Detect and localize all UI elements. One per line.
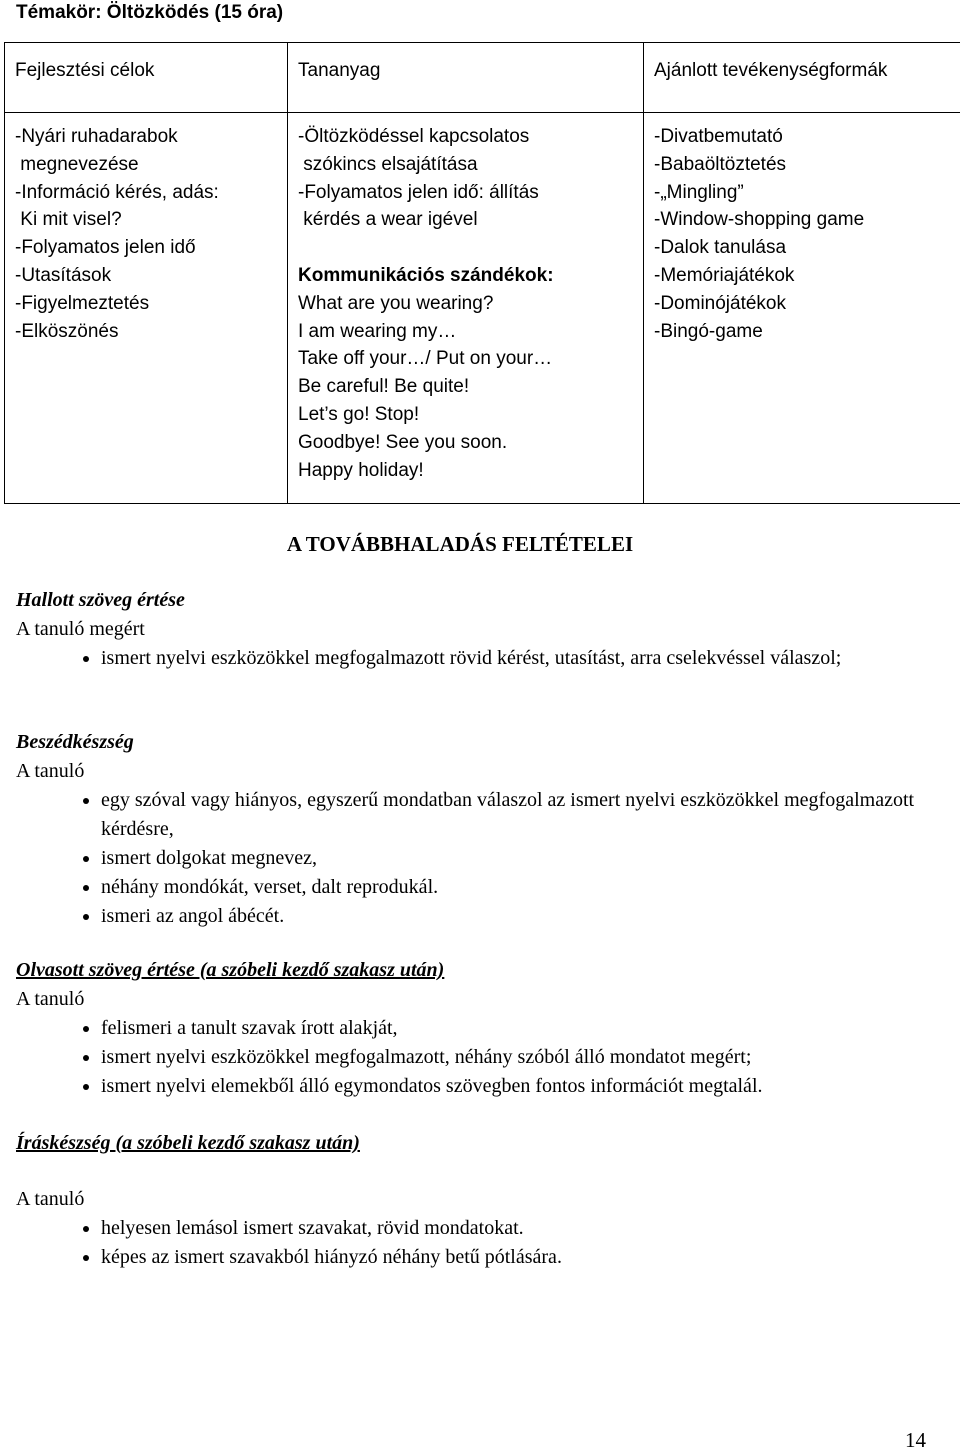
list-item: • ismert dolgokat megnevez, bbox=[101, 844, 916, 873]
goal-line: -Figyelmeztetés bbox=[15, 290, 277, 318]
list-item: • felismeri a tanult szavak írott alakját, bbox=[101, 1014, 916, 1043]
goal-line: Ki mit visel? bbox=[15, 206, 277, 234]
goal-line: -Információ kérés, adás: bbox=[15, 179, 277, 207]
section-intro: A tanuló bbox=[16, 985, 916, 1014]
section-intro: A tanuló bbox=[16, 1185, 916, 1214]
writing-section bbox=[16, 1129, 916, 1272]
section-title: Hallott szöveg értése bbox=[16, 586, 916, 615]
header-goals: Fejlesztési célok bbox=[5, 43, 288, 113]
table-row bbox=[5, 113, 960, 504]
material-line: Let’s go! Stop! bbox=[298, 401, 633, 429]
activity-line: -Window-shopping game bbox=[654, 206, 950, 234]
table-header-row bbox=[5, 43, 960, 113]
material-line: Take off your…/ Put on your… bbox=[298, 345, 633, 373]
section-title: Olvasott szöveg értése (a szóbeli kezdő szakasz után) bbox=[16, 956, 916, 985]
list-item: • képes az ismert szavakból hiányzó néhány betű pótlására. bbox=[101, 1243, 916, 1272]
material-line: -Öltözködéssel kapcsolatos bbox=[298, 123, 633, 151]
list-item: • ismeri az angol ábécét. bbox=[101, 902, 916, 931]
requirement-list bbox=[16, 644, 916, 673]
listening-section bbox=[16, 586, 916, 673]
activities-cell bbox=[644, 113, 960, 504]
goal-line: -Folyamatos jelen idő bbox=[15, 234, 277, 262]
page-number: 14 bbox=[905, 1428, 926, 1453]
goal-line: -Elköszönés bbox=[15, 318, 277, 346]
activity-line: -„Mingling” bbox=[654, 179, 950, 207]
communication-heading: Kommunikációs szándékok: bbox=[298, 262, 633, 290]
material-line: What are you wearing? bbox=[298, 290, 633, 318]
section-intro: A tanuló bbox=[16, 757, 916, 786]
reading-section bbox=[16, 956, 916, 1101]
section-intro: A tanuló megért bbox=[16, 615, 916, 644]
material-line: I am wearing my… bbox=[298, 318, 633, 346]
section-title: Íráskészség (a szóbeli kezdő szakasz után) bbox=[16, 1129, 916, 1158]
goal-line: megnevezése bbox=[15, 151, 277, 179]
list-item: • ismert nyelvi eszközökkel megfogalmazott rövid kérést, utasítást, arra cselekvéssel válaszol; bbox=[101, 644, 916, 673]
list-item: • helyesen lemásol ismert szavakat, rövid mondatokat. bbox=[101, 1214, 916, 1243]
material-cell bbox=[288, 113, 644, 504]
section-title: Beszédkészség bbox=[16, 728, 916, 757]
activity-line: -Bingó-game bbox=[654, 318, 950, 346]
activity-line: -Memóriajátékok bbox=[654, 262, 950, 290]
curriculum-table bbox=[4, 42, 960, 504]
header-activities: Ajánlott tevékenységformák bbox=[644, 43, 960, 113]
material-line: Be careful! Be quite! bbox=[298, 373, 633, 401]
requirements-heading: A TOVÁBBHALADÁS FELTÉTELEI bbox=[0, 532, 920, 557]
speaking-section bbox=[16, 728, 916, 931]
goal-line: -Utasítások bbox=[15, 262, 277, 290]
material-spacer bbox=[298, 234, 633, 262]
material-line: Happy holiday! bbox=[298, 457, 633, 485]
list-item: • ismert nyelvi eszközökkel megfogalmazott, néhány szóból álló mondatot megért; bbox=[101, 1043, 916, 1072]
activity-line: -Babaöltöztetés bbox=[654, 151, 950, 179]
material-line: kérdés a wear igével bbox=[298, 206, 633, 234]
material-line: Goodbye! See you soon. bbox=[298, 429, 633, 457]
header-material: Tananyag bbox=[288, 43, 644, 113]
goals-cell bbox=[5, 113, 288, 504]
activity-line: -Dominójátékok bbox=[654, 290, 950, 318]
list-item: • néhány mondókát, verset, dalt reprodukál. bbox=[101, 873, 916, 902]
requirement-list bbox=[16, 1014, 916, 1101]
material-line: szókincs elsajátítása bbox=[298, 151, 633, 179]
goal-line: -Nyári ruhadarabok bbox=[15, 123, 277, 151]
requirement-list bbox=[16, 786, 916, 931]
list-item: • egy szóval vagy hiányos, egyszerű mondatban válaszol az ismert nyelvi eszközökkel megfogalmazott kérdésre, bbox=[101, 786, 916, 844]
activity-line: -Dalok tanulása bbox=[654, 234, 950, 262]
activity-line: -Divatbemutató bbox=[654, 123, 950, 151]
material-line: -Folyamatos jelen idő: állítás bbox=[298, 179, 633, 207]
topic-title: Témakör: Öltözködés (15 óra) bbox=[16, 2, 283, 24]
requirement-list bbox=[16, 1214, 916, 1272]
list-item: • ismert nyelvi elemekből álló egymondatos szövegben fontos információt megtalál. bbox=[101, 1072, 916, 1101]
